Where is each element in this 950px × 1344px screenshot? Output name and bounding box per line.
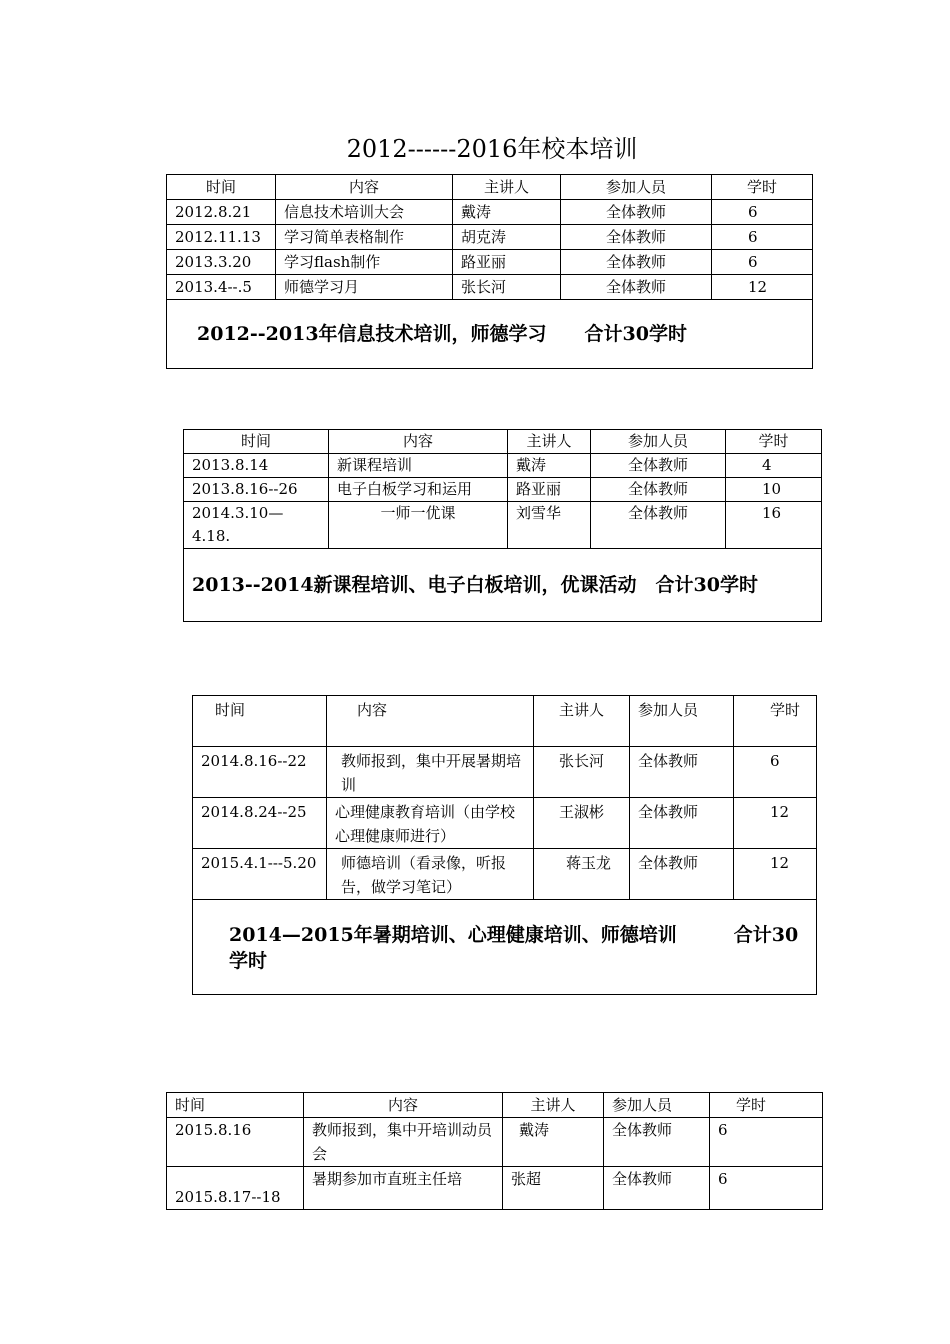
cell-speaker: 王淑彬: [534, 798, 630, 849]
cell-participants: 全体教师: [630, 849, 734, 900]
table-row: [184, 454, 822, 478]
cell-participants: 全体教师: [561, 225, 712, 250]
cell-time: 2014.8.24--25: [193, 798, 327, 849]
cell-speaker: 戴涛: [508, 454, 591, 478]
cell-time: 2013.4--.5: [167, 275, 276, 300]
cell-content: 教师报到，集中开展暑期培训: [327, 747, 534, 798]
header-content: 内容: [276, 175, 453, 200]
cell-hours: 6: [710, 1167, 823, 1210]
table-row: [167, 1167, 823, 1210]
table-row: [167, 225, 813, 250]
table-header-row: [193, 696, 817, 747]
table-row: [184, 502, 822, 549]
cell-hours: 6: [712, 225, 813, 250]
table-row: [184, 478, 822, 502]
cell-time: 2013.8.14: [184, 454, 329, 478]
header-time: 时间: [193, 696, 327, 747]
cell-hours: 6: [710, 1118, 823, 1167]
header-speaker: 主讲人: [503, 1093, 604, 1118]
header-participants: 参加人员: [591, 430, 726, 454]
cell-speaker: 张长河: [534, 747, 630, 798]
cell-participants: 全体教师: [630, 747, 734, 798]
cell-participants: 全体教师: [604, 1167, 710, 1210]
cell-participants: 全体教师: [591, 454, 726, 478]
cell-hours: 4: [726, 454, 822, 478]
header-time: 时间: [184, 430, 329, 454]
summary-row: [167, 300, 813, 369]
header-participants: 参加人员: [604, 1093, 710, 1118]
cell-time: 2013.3.20: [167, 250, 276, 275]
header-participants: 参加人员: [630, 696, 734, 747]
training-table-2014-2015: [192, 695, 817, 995]
table-row: [167, 250, 813, 275]
header-hours: 学时: [710, 1093, 823, 1118]
cell-content: 师德培训（看录像，听报告，做学习笔记）: [327, 849, 534, 900]
header-hours: 学时: [734, 696, 817, 747]
cell-content: 信息技术培训大会: [276, 200, 453, 225]
summary-text: 2014—2015年暑期培训、心理健康培训、师德培训 合计30学时: [193, 900, 817, 995]
cell-hours: 6: [712, 200, 813, 225]
cell-participants: 全体教师: [604, 1118, 710, 1167]
cell-content: 新课程培训: [329, 454, 508, 478]
cell-time: 2012.11.13: [167, 225, 276, 250]
cell-hours: 12: [734, 849, 817, 900]
cell-speaker: 戴涛: [453, 200, 561, 225]
cell-speaker: 路亚丽: [508, 478, 591, 502]
cell-content: 教师报到，集中开培训动员会: [304, 1118, 503, 1167]
cell-time: 2015.8.16: [167, 1118, 304, 1167]
training-table-2015-2016: [166, 1092, 823, 1210]
cell-time: 2012.8.21: [167, 200, 276, 225]
cell-speaker: 蒋玉龙: [534, 849, 630, 900]
summary-text: 2012--2013年信息技术培训，师德学习 合计30学时: [167, 300, 813, 369]
cell-content: 学习简单表格制作: [276, 225, 453, 250]
cell-time: 2015.4.1---5.20: [193, 849, 327, 900]
table-header-row: [167, 1093, 823, 1118]
cell-content: 师德学习月: [276, 275, 453, 300]
cell-content: 电子白板学习和运用: [329, 478, 508, 502]
cell-content: 一师一优课: [329, 502, 508, 549]
header-content: 内容: [327, 696, 534, 747]
table-row: [193, 798, 817, 849]
table-row: [167, 200, 813, 225]
table-row: [193, 747, 817, 798]
training-table-2013-2014: [183, 429, 822, 622]
header-time: 时间: [167, 175, 276, 200]
cell-hours: 12: [712, 275, 813, 300]
table-row: [167, 1118, 823, 1167]
cell-time: 2014.3.10—4.18.: [184, 502, 329, 549]
cell-speaker: 张超: [503, 1167, 604, 1210]
cell-participants: 全体教师: [561, 200, 712, 225]
cell-content: 心理健康教育培训（由学校心理健康师进行）: [327, 798, 534, 849]
cell-time: 2015.8.17--18: [167, 1167, 304, 1210]
header-speaker: 主讲人: [534, 696, 630, 747]
cell-time: 2014.8.16--22: [193, 747, 327, 798]
cell-speaker: 胡克涛: [453, 225, 561, 250]
cell-speaker: 路亚丽: [453, 250, 561, 275]
cell-time: 2013.8.16--26: [184, 478, 329, 502]
cell-hours: 16: [726, 502, 822, 549]
cell-hours: 10: [726, 478, 822, 502]
table-header-row: [167, 175, 813, 200]
cell-speaker: 张长河: [453, 275, 561, 300]
cell-speaker: 刘雪华: [508, 502, 591, 549]
page-title: 2012------2016年校本培训: [346, 135, 638, 163]
training-table-2012-2013: [166, 174, 813, 369]
cell-participants: 全体教师: [561, 250, 712, 275]
header-time: 时间: [167, 1093, 304, 1118]
header-participants: 参加人员: [561, 175, 712, 200]
summary-row: [193, 900, 817, 995]
cell-content: 暑期参加市直班主任培: [304, 1167, 503, 1210]
cell-participants: 全体教师: [591, 502, 726, 549]
table-row: [193, 849, 817, 900]
cell-participants: 全体教师: [630, 798, 734, 849]
cell-participants: 全体教师: [591, 478, 726, 502]
header-content: 内容: [329, 430, 508, 454]
header-speaker: 主讲人: [453, 175, 561, 200]
cell-content: 学习flash制作: [276, 250, 453, 275]
table-header-row: [184, 430, 822, 454]
summary-text: 2013--2014新课程培训、电子白板培训，优课活动 合计30学时: [184, 549, 822, 622]
header-hours: 学时: [726, 430, 822, 454]
header-speaker: 主讲人: [508, 430, 591, 454]
summary-row: [184, 549, 822, 622]
table-row: [167, 275, 813, 300]
cell-speaker: 戴涛: [503, 1118, 604, 1167]
header-content: 内容: [304, 1093, 503, 1118]
cell-hours: 6: [712, 250, 813, 275]
cell-participants: 全体教师: [561, 275, 712, 300]
cell-hours: 12: [734, 798, 817, 849]
header-hours: 学时: [712, 175, 813, 200]
cell-hours: 6: [734, 747, 817, 798]
